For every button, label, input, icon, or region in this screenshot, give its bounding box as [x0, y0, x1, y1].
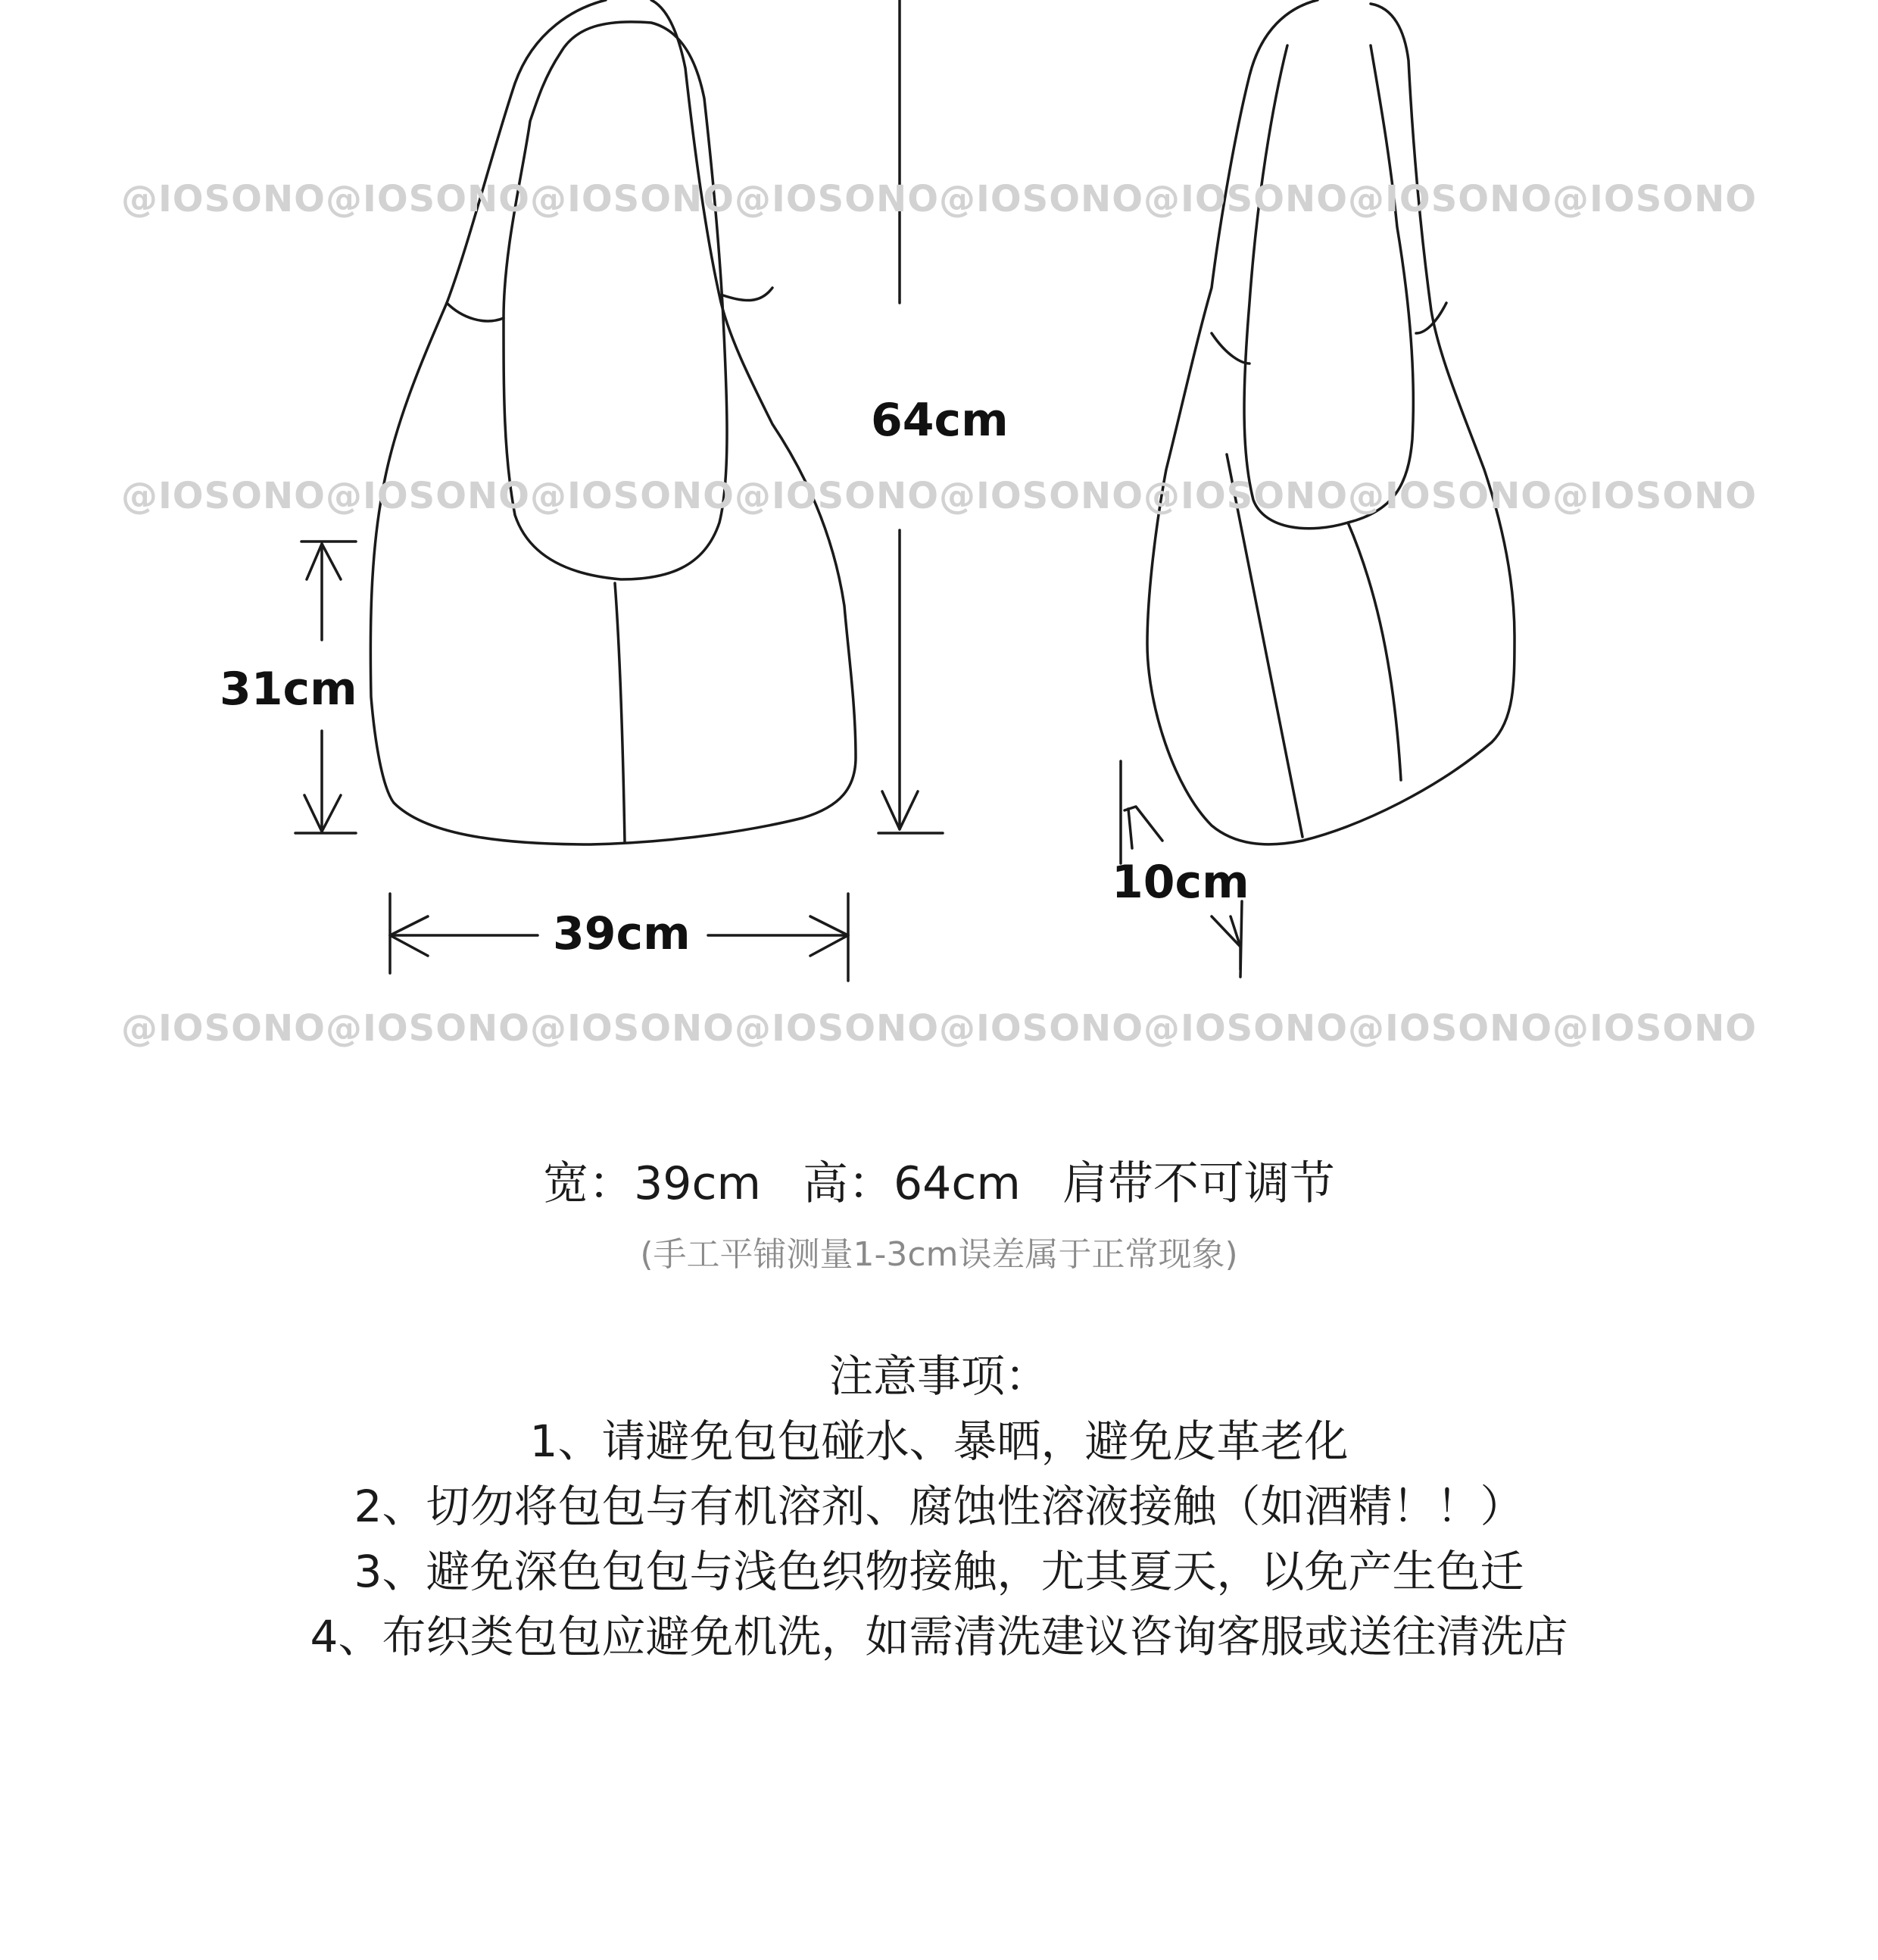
watermark-row-1: @IOSONO@IOSONO@IOSONO@IOSONO@IOSONO@IOSONO@IOSONO@IOSONO	[120, 178, 1758, 220]
measurement-note: (手工平铺测量1-3cm误差属于正常现象)	[640, 1235, 1238, 1274]
side-seam	[1348, 523, 1401, 780]
height-total-label: 64cm	[871, 394, 1009, 447]
care-item: 3、避免深色包包与浅色织物接触，尤其夏天，以免产生色迁	[354, 1546, 1524, 1597]
spec-width: 宽：39cm	[543, 1157, 761, 1210]
side-strap-inner	[1244, 45, 1413, 529]
watermark-row-3: @IOSONO@IOSONO@IOSONO@IOSONO@IOSONO@IOSONO@IOSONO@IOSONO	[120, 1007, 1758, 1050]
spec-line	[0, 1147, 1878, 1213]
spec-strap: 肩带不可调节	[1062, 1157, 1335, 1210]
bag-height-label: 31cm	[220, 663, 357, 716]
care-item: 1、请避免包包碰水、暴晒，避免皮革老化	[529, 1415, 1349, 1467]
front-center-seam	[615, 583, 625, 842]
spec-height: 高：64cm	[803, 1157, 1021, 1210]
width-label: 39cm	[553, 907, 691, 960]
side-bag-outline	[1147, 0, 1515, 844]
care-title: 注意事项：	[828, 1350, 1049, 1402]
care-item: 2、切勿将包包与有机溶剂、腐蚀性溶液接触（如酒精！！）	[354, 1481, 1524, 1532]
depth-label: 10cm	[1112, 856, 1249, 909]
watermark-row-2: @IOSONO@IOSONO@IOSONO@IOSONO@IOSONO@IOSONO@IOSONO@IOSONO	[120, 475, 1758, 517]
front-bag-outline	[370, 0, 856, 844]
care-item: 4、布织类包包应避免机洗，如需清洗建议咨询客服或送往清洗店	[310, 1611, 1568, 1662]
care-list	[0, 1409, 1878, 1669]
